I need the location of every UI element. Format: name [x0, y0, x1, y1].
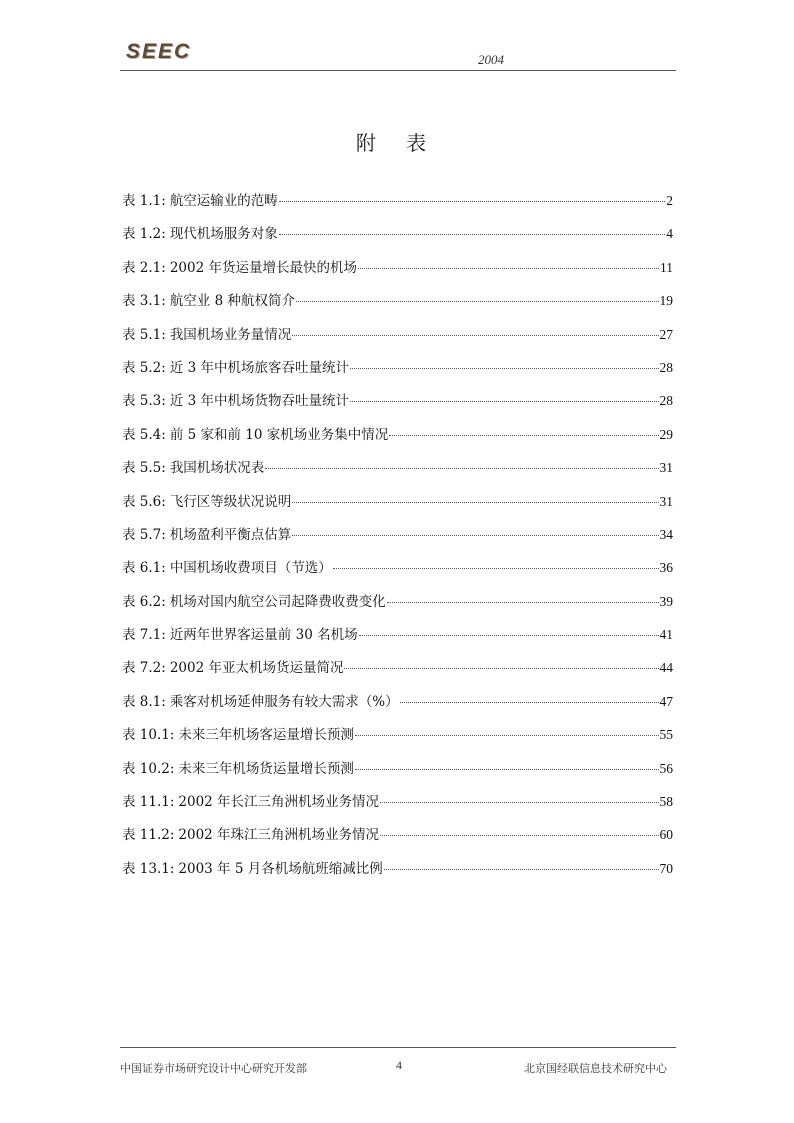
toc-dot-leader	[350, 401, 659, 402]
toc-entry-number: 表 5.1:	[122, 326, 166, 343]
toc-entry[interactable]	[122, 658, 673, 691]
toc-entry[interactable]	[122, 291, 673, 324]
seec-logo: SEEC	[126, 40, 192, 63]
toc-entry-number: 表 6.1:	[122, 560, 166, 577]
page-title: 附 表	[355, 131, 439, 155]
toc-entry-title: 机场盈利平衡点估算	[169, 526, 292, 543]
toc-entry[interactable]	[122, 191, 673, 224]
toc-entry-page: 55	[659, 727, 673, 743]
footer-organization-left: 中国证券市场研究设计中心研究开发部	[120, 1062, 307, 1075]
toc-entry[interactable]	[122, 525, 673, 558]
toc-entry-number: 表 13.1:	[122, 860, 175, 877]
toc-entry-title: 未来三年机场货运量增长预测	[178, 760, 354, 777]
toc-entry-title: 飞行区等级状况说明	[169, 493, 292, 510]
toc-dot-leader	[358, 268, 659, 269]
toc-dot-leader	[344, 668, 658, 669]
toc-entry-number: 表 5.6:	[122, 493, 166, 510]
table-of-contents	[122, 191, 673, 892]
toc-dot-leader	[355, 769, 659, 770]
toc-entry-number: 表 7.1:	[122, 627, 166, 644]
toc-dot-leader	[333, 568, 659, 569]
toc-entry-title: 我国机场状况表	[169, 460, 265, 477]
toc-dot-leader	[387, 602, 659, 603]
toc-entry[interactable]	[122, 425, 673, 458]
toc-dot-leader	[292, 335, 658, 336]
toc-dot-leader	[292, 502, 658, 503]
toc-entry-number: 表 2.1:	[122, 259, 166, 276]
toc-entry-title: 航空业 8 种航权简介	[169, 293, 295, 310]
toc-entry-number: 表 8.1:	[122, 693, 166, 710]
toc-entry-number: 表 11.2:	[122, 827, 175, 844]
toc-entry-number: 表 5.2:	[122, 359, 166, 376]
toc-entry-page: 47	[659, 693, 673, 709]
toc-entry-number: 表 10.2:	[122, 760, 175, 777]
toc-entry-page: 44	[659, 660, 673, 676]
toc-entry-page: 28	[659, 393, 673, 409]
toc-entry-page: 58	[659, 794, 673, 810]
toc-entry-number: 表 5.3:	[122, 393, 166, 410]
toc-entry-title: 我国机场业务量情况	[169, 326, 292, 343]
toc-entry-page: 36	[659, 560, 673, 576]
toc-entry[interactable]	[122, 859, 673, 892]
toc-entry-number: 表 1.1:	[122, 193, 166, 209]
toc-dot-leader	[296, 301, 659, 302]
toc-entry-number: 表 3.1:	[122, 293, 166, 310]
toc-entry[interactable]	[122, 258, 673, 291]
toc-entry[interactable]	[122, 391, 673, 424]
toc-entry-page: 56	[659, 760, 673, 776]
header-year: 2004	[478, 52, 504, 67]
toc-dot-leader	[355, 735, 659, 736]
toc-entry-title: 2002 年珠江三角洲机场业务情况	[178, 827, 380, 844]
toc-entry-page: 2	[666, 193, 673, 208]
toc-dot-leader	[380, 802, 658, 803]
toc-dot-leader	[279, 234, 665, 235]
toc-entry-number: 表 5.5:	[122, 460, 166, 477]
toc-entry[interactable]	[122, 692, 673, 725]
toc-entry[interactable]	[122, 625, 673, 658]
toc-dot-leader	[400, 702, 659, 703]
toc-dot-leader	[265, 468, 658, 469]
toc-entry-title: 机场对国内航空公司起降费收费变化	[169, 593, 386, 610]
toc-entry-title: 2002 年货运量增长最快的机场	[169, 259, 357, 276]
toc-entry-title: 2002 年长江三角洲机场业务情况	[178, 794, 380, 811]
toc-entry-page: 28	[659, 359, 673, 375]
toc-dot-leader	[292, 535, 658, 536]
toc-entry[interactable]	[122, 792, 673, 825]
toc-entry[interactable]	[122, 458, 673, 491]
toc-entry-number: 表 6.2:	[122, 593, 166, 610]
toc-entry-title: 前 5 家和前 10 家机场业务集中情况	[169, 426, 389, 443]
toc-entry-page: 29	[659, 426, 673, 442]
toc-entry-title: 乘客对机场延伸服务有较大需求（%）	[169, 693, 399, 710]
toc-entry-number: 表 11.1:	[122, 794, 175, 811]
toc-entry-page: 34	[659, 526, 673, 542]
toc-entry[interactable]	[122, 492, 673, 525]
footer-page-number: 4	[396, 1058, 402, 1072]
toc-entry-page: 27	[659, 326, 673, 342]
toc-entry-page: 31	[659, 493, 673, 509]
toc-dot-leader	[380, 835, 658, 836]
toc-dot-leader	[279, 201, 665, 202]
toc-entry-title: 2003 年 5 月各机场航班缩减比例	[178, 860, 383, 877]
toc-entry-number: 表 10.1:	[122, 727, 175, 744]
toc-entry-number: 表 5.4:	[122, 426, 166, 443]
toc-entry-page: 19	[659, 293, 673, 309]
toc-entry-page: 31	[659, 460, 673, 476]
toc-entry[interactable]	[122, 825, 673, 858]
toc-entry[interactable]	[122, 358, 673, 391]
toc-entry-title: 近 3 年中机场旅客吞吐量统计	[169, 359, 349, 376]
toc-entry-page: 39	[659, 593, 673, 609]
toc-entry[interactable]	[122, 325, 673, 358]
toc-entry[interactable]	[122, 224, 673, 257]
toc-dot-leader	[359, 635, 659, 636]
toc-entry[interactable]	[122, 759, 673, 792]
toc-dot-leader	[384, 869, 659, 870]
toc-entry-number: 表 1.2:	[122, 226, 166, 243]
toc-entry-title: 近两年世界客运量前 30 名机场	[169, 627, 358, 644]
toc-entry-title: 近 3 年中机场货物吞吐量统计	[169, 393, 349, 410]
toc-entry-title: 2002 年亚太机场货运量简况	[169, 660, 344, 677]
toc-entry-page: 4	[666, 226, 673, 242]
toc-dot-leader	[350, 368, 659, 369]
toc-entry-title: 未来三年机场客运量增长预测	[178, 727, 354, 744]
toc-entry-page: 70	[659, 860, 673, 876]
toc-entry-page: 41	[659, 627, 673, 643]
toc-entry-title: 中国机场收费项目（节选）	[169, 560, 332, 577]
toc-entry-number: 表 7.2:	[122, 660, 166, 677]
toc-entry[interactable]	[122, 592, 673, 625]
toc-entry-page: 60	[659, 827, 673, 843]
toc-entry[interactable]	[122, 725, 673, 758]
toc-entry-number: 表 5.7:	[122, 526, 166, 543]
toc-entry-title: 现代机场服务对象	[169, 226, 278, 243]
header-divider	[120, 70, 676, 71]
toc-entry-page: 11	[660, 259, 673, 275]
footer-organization-right: 北京国经联信息技术研究中心	[524, 1062, 667, 1075]
toc-dot-leader	[389, 435, 658, 436]
toc-entry[interactable]	[122, 558, 673, 591]
toc-entry-title: 航空运输业的范畴	[169, 193, 278, 209]
footer-divider	[120, 1047, 676, 1048]
